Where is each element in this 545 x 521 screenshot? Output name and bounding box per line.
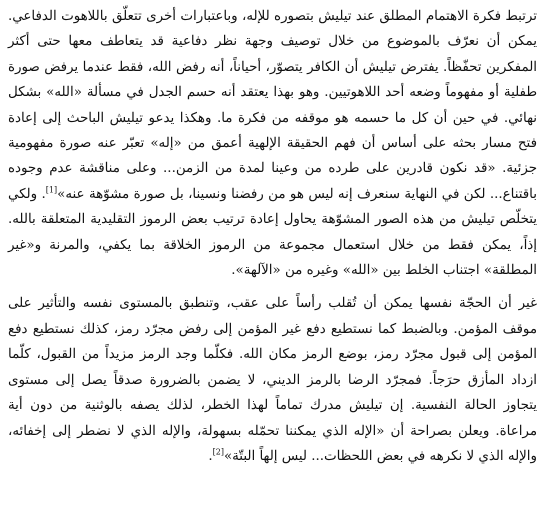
footnote-reference[interactable]: [1]	[45, 185, 58, 195]
paragraph	[8, 4, 537, 283]
footnote-reference[interactable]: [2]	[212, 447, 224, 457]
paragraph-text: . ولكي يتخلّص تيليش من هذه الصور المشوّهة يحاول إعادة ترتيب بعض الرموز التقليدية المتعلقة بالله. إذاً، يمكن فقط من خلال استعمال مجموعة من الرموز الخلاقة بما يكفي، والمرنة و«غير المطلقة» اجتناب الخلط بين «الله» وغيره من «الآلهة».	[8, 186, 537, 279]
paragraph-text: غير أن الحجّة نفسها يمكن أن تُقلب رأساً على عقب، وتنطبق بالمستوى نفسه والتأثير على موقف المؤمن. وبالضبط كما نستطيع دفع غير المؤمن إلى رفض مجرّد رمز، كذلك نستطيع دفع المؤمن إلى قبول مجرّد رمز، بوضع الرمز مكان الله. فكلّما وجد الرمز مزيداً من القبول، كلّما ازداد المأزق حرَجاً. فمجرّد الرضا بالرمز الديني، لا يضمن بالضرورة صدقاً يصل إلى مستوى يتجاوز الحالة النفسية. إن تيليش مدرك تماماً لهذا الخطر، لذلك يصفه بالوثنية من دون أية مراعاة. ويعلن بصراحة أن «الإله الذي يمكننا تحمّله بسهولة، والإله الذي لا نضطر إلى إخفائه، والإله الذي لا نكرهه في بعض اللحظات... ليس إلهاً البتّة»	[8, 296, 537, 464]
paragraph	[8, 291, 537, 469]
paragraph-text: .	[208, 448, 213, 464]
paragraph-text: ترتبط فكرة الاهتمام المطلق عند تيليش بتصوره للإله، وباعتبارات أخرى تتعلّق باللاهوت الدفاعي. يمكن أن نعرّف بالموضوع من خلال توصيف وجهة نظر دفاعية قد يتعاطف معها حتى أكثر المفكرين تحفّظاً. يفترض تيليش أن الكافر يتصوّر، أحياناً، أنه رفض الله، فقط عندما يرفض صورة طفلية أو مفهوماً وضعه أحد اللاهوتيين. وهو بهذا يعتقد أنه حسم الجدل في مسألة «الله» بشكل نهائي. في حين أن كل ما حسمه هو موقفه من فكرة ما. وهكذا يدعو تيليش الباحث إلى إعادة فتح مسار بحثه على أساس أن فهم الحقيقة الإلهية أعمق من «إله» تعبّر عنه صورة مفهومية جزئية. «قد نكون قادرين على طرده من وعينا لمدة من الزمن... وعلى مناقشة عدم وجوده باقتناع... لكن في النهاية سنعرف إنه ليس هو من رفضنا ونسينا، بل صورة مشوّهة عنه»	[8, 9, 537, 202]
